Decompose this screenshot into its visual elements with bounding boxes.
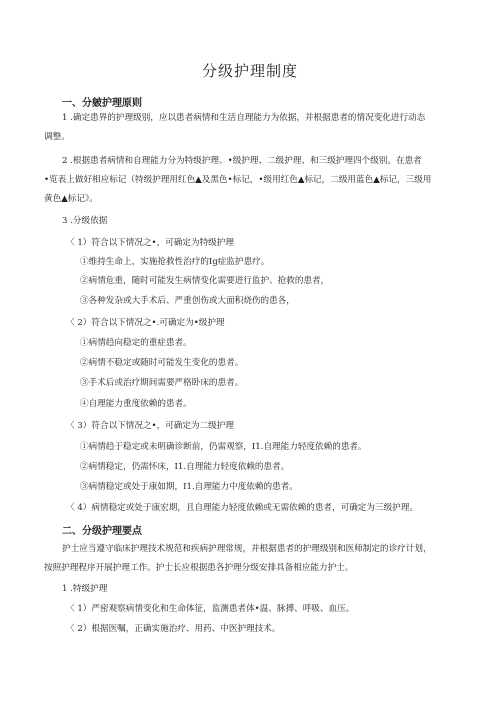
section-heading-principles: 一、分皴护理原则	[62, 98, 142, 109]
list-item: 〈 2）根据医嘱，正确实施治疗、用药、中医护理技术。	[66, 624, 281, 634]
paragraph-line: 1 .确定患界的护理级别，应以患者病情和生活自理能力为依据，并根据患者的情况变化进行动态	[62, 113, 426, 123]
subheading-special-care: 1 .特级护理	[62, 584, 108, 594]
list-item: ④自理能力重度依赖的患者。	[80, 399, 192, 409]
list-item: ①病情趋向稳定的重症患者。	[80, 338, 192, 348]
paragraph-line: 黄色▲标记》。	[44, 194, 98, 204]
list-item: ③手术后或治疗期间需要严格卧床的患者。	[80, 378, 244, 388]
list-item: ②病情不稳定或随时可能发生变化的患者。	[80, 358, 244, 368]
list-item: ②病情危重，随时可能发生病情变化需要进行监护、抢救的患者，	[80, 276, 330, 286]
subheading-basis: 3 .分级依据	[62, 216, 108, 226]
list-item: ①维持生命上，实施抢救性治疗的Ig症监护患疗。	[80, 257, 270, 267]
paragraph-line: •览表上做好相应标记（特级护理用红色▲及黑色•标记，•级用红色▲标记，二级用蓝色▲标记，三级用	[44, 175, 432, 185]
list-item: ③病情稳定或处于康如期，I1.自理能力中度依赖的患者。	[80, 482, 298, 492]
list-heading: 〈 3）符合以下情况之•，可确定为二级护理	[66, 421, 234, 431]
list-item: ③各种发杂或大手术后、严重创伤或大面积烧伤的患各，	[80, 296, 295, 306]
paragraph-line: 护士应当遵守临床护理技术规范和疾病护理常规，并根据患者的护理级别和医师制定的诊疗计划，	[62, 544, 432, 554]
list-heading: 〈 1）符合以下情况之•，可确定为特级护理	[66, 238, 234, 248]
list-item: 〈 1）严密观察病情变化和生命体征，监测患者体•温、脉搏、呼吸、血压。	[66, 604, 355, 614]
list-heading: 〈 2）符合以下情况之•.可确定为•级护理	[66, 318, 225, 328]
paragraph-line: 2 .根据患者病情和自理能力分为特级护理、•级护理、二级护理、和三级护理四个级别。在患者	[62, 156, 422, 166]
list-item: ①病情趋于稳定或未明确诊断前，仍需观察，I1.自理能力轻度依赖的患者。	[80, 442, 367, 452]
page-title: 分级护理制度	[201, 62, 298, 80]
list-item: ②病情稳定，仍需怀床，I1.自理能力轻度依赖的患者。	[80, 462, 290, 472]
list-heading: 〈 4）病情稳定或处于康宏期，且自理能力轻度依赖或无需依赖的患者，可确定为三级护理。	[66, 503, 418, 513]
section-heading-key-points: 二、分级护理要点	[62, 526, 142, 537]
paragraph-line: 按照护理程序开展护理工作。护士长应根据患各护理分级安排具备相应能力护士。	[44, 563, 354, 573]
paragraph-line: 调整。	[44, 132, 70, 142]
